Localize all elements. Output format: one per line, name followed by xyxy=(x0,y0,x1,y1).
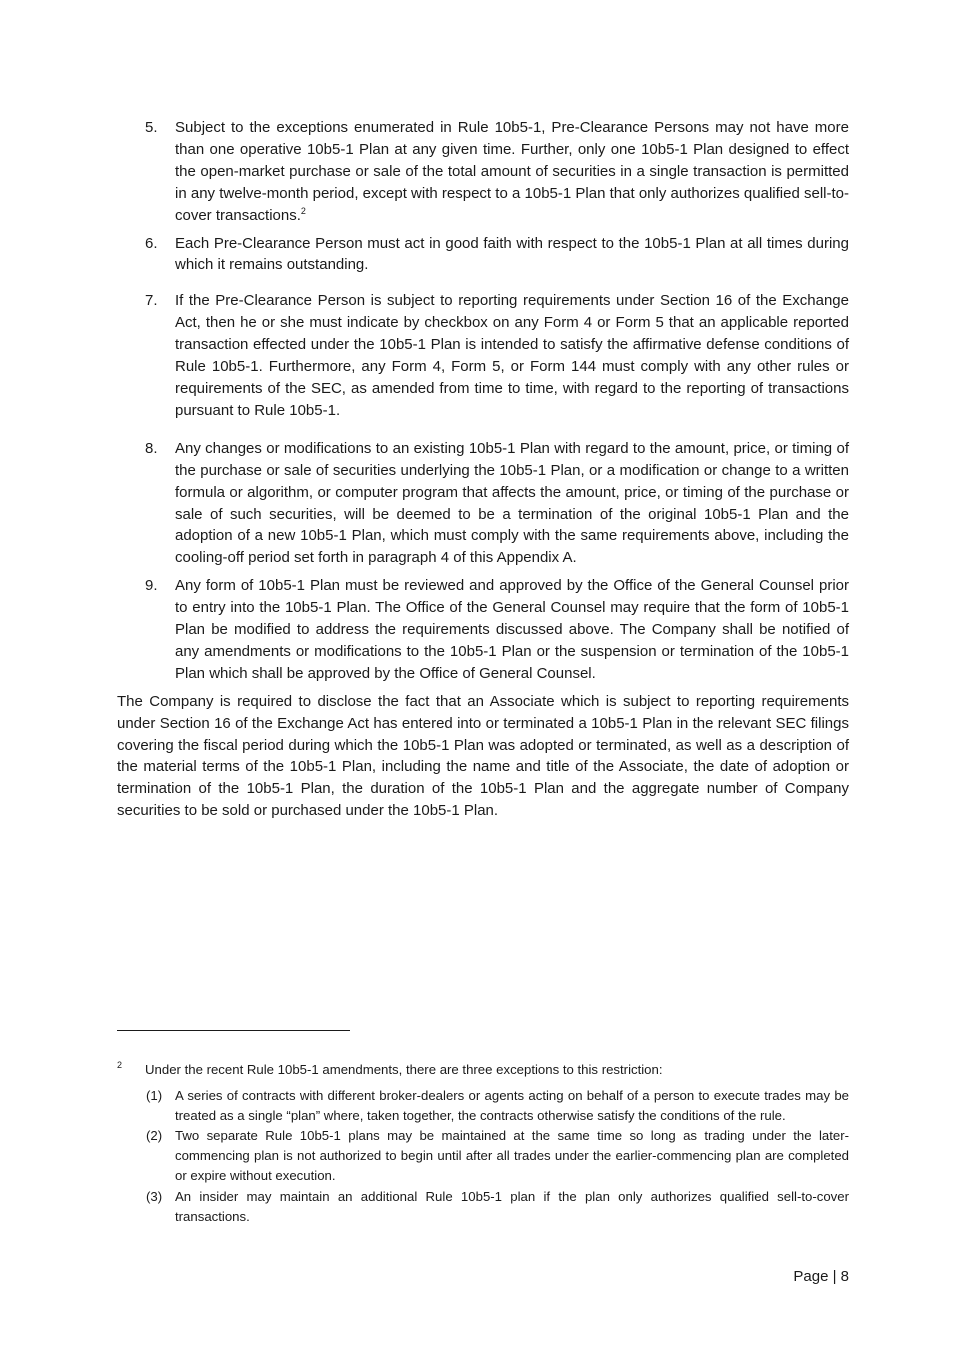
main-content xyxy=(117,117,849,822)
footnote-item-1 xyxy=(117,1086,849,1126)
footnote-item-number: (2) xyxy=(146,1128,163,1144)
footnote-divider xyxy=(117,1030,350,1031)
list-item-body: Subject to the exceptions enumerated in Rule 10b5-1, Pre-Clearance Persons may not have more than one operative 10b5-1 Plan at any given time. Further, only one 10b5-1 Plan designed to effect the open-market purchase or sale of the total amount of securities in a single transaction is permitted in any twelve-month period, except with respect to a 10b5-1 Plan that only authorizes qualified sell-to-cover transactions. xyxy=(175,119,849,224)
list-item-number: 5. xyxy=(145,119,158,136)
list-item-number: 6. xyxy=(145,234,158,252)
list-item-text: Any changes or modifications to an existing 10b5-1 Plan with regard to the amount, price, or timing of the purchase or sale of securities underlying the 10b5-1 Plan, or a modification or change to a written formula or algorithm, or computer program that affects the amount, price, or timing of the purchase or sale of such securities, will be deemed to be a termination of the original 10b5-1 Plan and the adoption of a new 10b5-1 Plan, which must comply with the same requirements above, including the cooling-off period set forth in paragraph 4 of this Appendix A. xyxy=(175,439,849,567)
footnote-item-text: A series of contracts with different broker-dealers or agents acting on behalf of a person to execute trades may be treated as a single “plan” where, taken together, the contracts otherwise satisfy the conditions of the rule. xyxy=(175,1087,849,1123)
footnote-intro xyxy=(117,1060,849,1080)
page-number: Page | 8 xyxy=(793,1268,849,1285)
list-item-7 xyxy=(117,290,849,421)
list-item-number: 9. xyxy=(145,577,158,595)
footnote xyxy=(117,1060,849,1227)
footnote-intro-text: Under the recent Rule 10b5-1 amendments, there are three exceptions to this restriction: xyxy=(145,1062,663,1077)
list-item-8 xyxy=(117,438,849,569)
footnote-item-3 xyxy=(117,1187,849,1227)
list-item-number: 8. xyxy=(145,439,158,457)
list-item-9 xyxy=(117,575,849,685)
footnote-item-number: (1) xyxy=(146,1087,163,1103)
footnote-mark: 2 xyxy=(117,1060,123,1070)
footnote-item-text: An insider may maintain an additional Rule 10b5-1 plan if the plan only authorizes qualified sell-to-cover transactions. xyxy=(175,1188,849,1224)
list-item-6 xyxy=(117,233,849,277)
footnote-item-text: Two separate Rule 10b5-1 plans may be maintained at the same time so long as trading under the later-commencing plan is not authorized to begin until after all trades under the earlier-commencing plan are completed or expire without execution. xyxy=(175,1128,849,1183)
list-item-text: Each Pre-Clearance Person must act in good faith with respect to the 10b5-1 Plan at all times during which it remains outstanding. xyxy=(175,234,849,274)
closing-paragraph: The Company is required to disclose the fact that an Associate which is subject to reporting requirements under Section 16 of the Exchange Act has entered into or terminated a 10b5-1 Plan in the relevant SEC filings covering the fiscal period during which the 10b5-1 Plan was adopted or terminated, as well as a description of the material terms of the 10b5-1 Plan, including the name and title of the Associate, the date of adoption or termination of the 10b5-1 Plan, the duration of the 10b5-1 Plan and the aggregate number of Company securities to be sold or purchased under the 10b5-1 Plan. xyxy=(117,692,849,820)
list-item-5 xyxy=(117,117,849,227)
list-item-number: 7. xyxy=(145,292,158,310)
list-item-text xyxy=(175,117,849,227)
list-item-text: Any form of 10b5-1 Plan must be reviewed and approved by the Office of the General Counsel prior to entry into the 10b5-1 Plan. The Office of the General Counsel may require that the form of 10b5-1 Plan be modified to address the requirements discussed above. The Company shall be notified of any amendments or modifications to the 10b5-1 Plan or the suspension or termination of the 10b5-1 Plan which shall be approved by the Office of General Counsel. xyxy=(175,577,849,682)
footnote-item-number: (3) xyxy=(146,1188,163,1204)
list-item-text: If the Pre-Clearance Person is subject to reporting requirements under Section 16 of the Exchange Act, then he or she must indicate by checkbox on any Form 4 or Form 5 that an applicable reported transaction effected under the 10b5-1 Plan is intended to satisfy the affirmative defense conditions of Rule 10b5-1. Furthermore, any Form 4, Form 5, or Form 144 must comply with any other rules or requirements of the SEC, as amended from time to time, with regard to the reporting of transactions pursuant to Rule 10b5-1. xyxy=(175,292,849,419)
footnote-reference[interactable]: 2 xyxy=(300,205,306,216)
footnote-item-2 xyxy=(117,1126,849,1185)
